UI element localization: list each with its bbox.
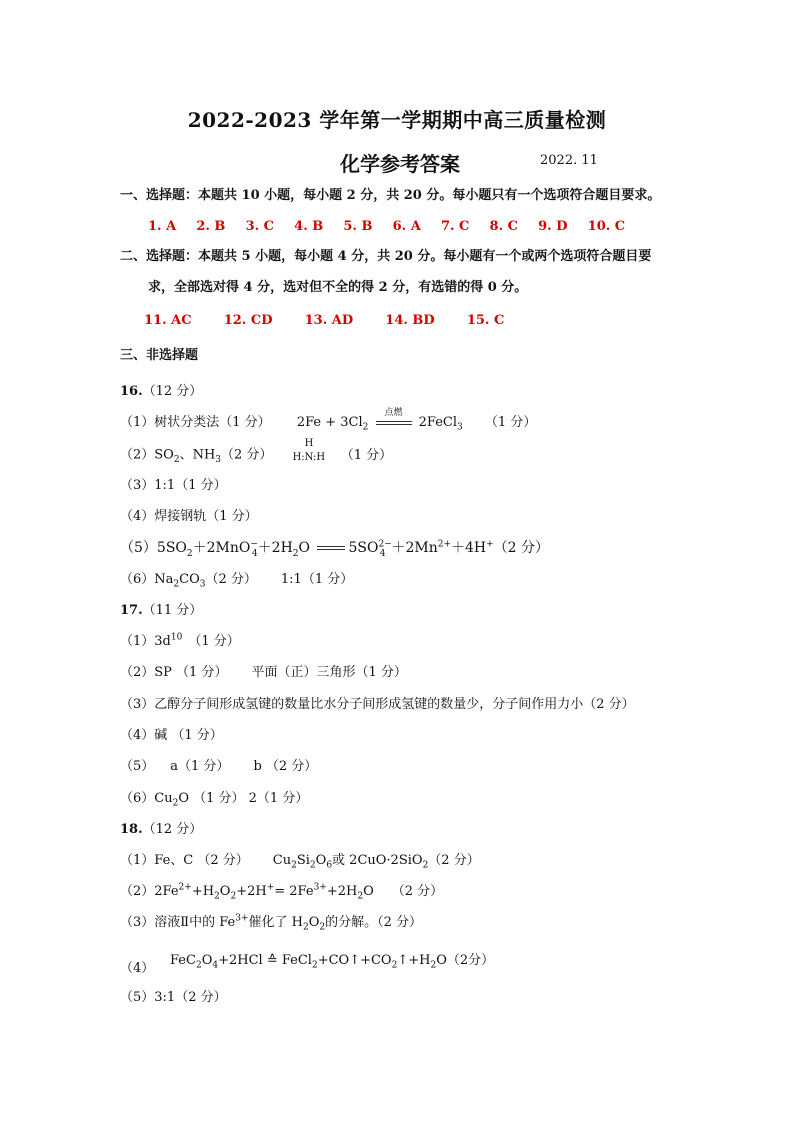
q18-p3-c: O [308,915,320,930]
p5-c: ＋2H [257,540,293,556]
q18-p3-a: （3）溶液Ⅱ中的 Fe [120,915,236,930]
section1-answers [148,218,641,236]
answer-5: 5. B [343,219,373,234]
q17-p5-b: a（1 分） [170,759,230,774]
answer-15: 15. C [466,313,505,328]
q16-number: 16. [120,384,143,399]
q17-p2-a: （2）SP （1 分） [120,665,228,680]
p5-f: ＋2Mn [391,540,438,556]
q18-p2-b: +H [191,884,215,899]
q17-header [120,602,202,620]
q18-p2-f: +2H [326,884,358,899]
p5-a: （5）5SO [120,540,187,556]
lewis-top-h: H [304,438,314,449]
q18-p2-a: （2）2Fe [120,884,179,899]
q16-part2: $(2)SO_2$、$NH_3(2$ 分） H H:N:H （1 分） [120,445,392,465]
equals-sign [317,539,345,557]
q18-p4-f: O（2分） [436,953,495,968]
p5-b: ＋2MnO [192,540,251,556]
answer-10: 10. C [587,219,626,234]
so2-text: （2）SO [120,447,174,463]
q17-p5-c: b （2 分） [253,759,318,774]
q18-p2-score: （2 分） [391,884,444,899]
page-date: 2022. 11 [540,153,598,168]
q16-part6-score-a: （2 分） [205,572,257,587]
q18-part5: （5）3:1（2 分） [120,990,227,1005]
p5-d: O [298,540,310,556]
q18-p1-a: （1）Fe、C （2 分） [120,853,249,868]
answer-1: 1. A [148,219,177,234]
q17-p2-b: 平面（正）三角形（1 分） [251,665,407,680]
answer-9: 9. D [538,219,568,234]
section2-heading-line1: 二、选择题：本题共 5 小题，每小题 4 分，共 20 分。每小题有一个或两个选项符合题目要 [120,249,652,264]
q18-p1-score: （2 分） [428,853,480,868]
q17-part3: （3）乙醇分子间形成氢键的数量比水分子间形成氢键的数量少，分子间作用力小（2 分） [120,697,635,712]
q17-score: （11 分） [142,603,203,618]
q16-part3: （3）1:1（1 分） [120,478,227,493]
answer-12: 12. CD [223,313,273,328]
q18-p1-e: 或 2CuO·2SiO [332,853,423,868]
q18-p1-b: Cu [272,853,292,868]
q18-number: 18. [120,822,143,837]
q17-p5-a: （5） [120,759,155,774]
q17-part1 [120,633,240,651]
page-title: 2022-2023 学年第一学期期中高三质量检测 [187,108,607,132]
q18-p2-d: +2H [236,884,267,899]
answer-3: 3. C [245,219,275,234]
answer-6: 6. A [392,219,421,234]
q17-p1-sup: 10 [170,632,183,643]
q16-part2-score-b: （1 分） [340,447,393,463]
eq-right: 2FeCl [418,415,458,430]
answer-13: 13. AD [304,313,354,328]
q18-part4-equation: $FeC_2O_4+2HCl$ ≙ $FeCl_2+CO↑+CO_2↑+H_2O(2$分） [170,953,495,971]
q16-part2-score-a: （2 分） [221,447,273,463]
q18-part4-label: （4） [120,961,155,976]
q16-part5: $(5)5SO_2+2MnO^-_4+2H_2O$ $5SO^{2-}_4 +2Mn^{2+}+4H^+(2$ 分） [120,539,550,559]
lewis-main: H:N:H [292,452,326,463]
q17-p1-score: （1 分） [188,634,240,649]
page-subtitle: 化学参考答案 [340,152,460,176]
q17-part2 [120,664,407,682]
p5-g: ＋4H [451,540,487,556]
q16-header [120,383,202,401]
q18-p2-e: = 2Fe [274,884,314,899]
q16-part1-score: （1 分） [484,415,537,430]
answer-11: 11. AC [144,313,192,328]
answer-7: 7. C [440,219,470,234]
p5-e: 5SO [348,540,379,556]
q17-part4: （4）碱 （1 分） [120,728,223,743]
answer-4: 4. B [294,219,324,234]
q16-part1 [120,408,537,433]
q16-score: （12 分） [142,384,203,399]
q18-part1: （1）Fe、C （2 分） $Cu_2Si_2O_6$或 2CuO·2SiO$_2$（2 分） [120,853,480,871]
q18-score: （12 分） [142,822,203,837]
q18-p2-c: O [219,884,231,899]
q16-part6: $(6)Na_2CO_3(2$ 分） 1:1（1 分） [120,572,354,590]
q18-p2-g: O [363,884,374,899]
q18-part2: $(2)2Fe^{2+}+H_2O_2+2H^+= 2Fe^{3+}+2H_2O$ （2 分） [120,882,444,902]
q18-p3-b: 催化了 H [248,915,304,930]
q16-part1-equation: $2Fe + 3Cl_2$ 点燃 2FeCl$_3$ [297,414,463,432]
answer-2: 2. B [196,219,226,234]
q18-p4-d: +CO↑+CO [317,953,392,968]
answer-8: 8. C [489,219,518,234]
nh3-lewis-structure [292,438,333,465]
answer-14: 14. BD [385,313,435,328]
q18-part3: （3）溶液Ⅱ中的 $Fe^{3+}$催化了 $H_2O_2$的分解。（2 分） [120,913,423,933]
condition-text: 点燃 [384,408,403,418]
nh3-text: 、NH [179,447,216,463]
section2-answers [144,312,532,330]
q18-p3-d: 的分解。（2 分） [325,915,423,930]
q18-p4-e: ↑+H [397,953,431,968]
q16-part4: （4）焊接钢轨（1 分） [120,509,258,524]
eq-left: 2Fe + 3Cl [296,415,363,430]
q17-part6: $(6)Cu_2O$ （1 分） 2（1 分） [120,791,309,809]
q17-p6-a: （6）Cu [120,791,173,806]
q18-p1-c: Si [296,853,310,868]
section3-heading: 三、非选择题 [120,348,199,363]
q18-p4-a: FeC [170,953,196,968]
q18-p4-c: +2HCl ≙ FeCl [218,953,312,968]
equals-condition [376,408,412,432]
q18-p4-b: O [201,953,213,968]
p6-b: CO [179,572,200,587]
q18-header [120,821,202,839]
section1-heading: 一、选择题：本题共 10 小题，每小题 2 分，共 20 分。每小题只有一个选项符合题目要求。 [120,188,661,203]
p6-a: （6）Na [120,572,174,587]
q16-part5-score: （2 分） [493,540,550,556]
q17-number: 17. [120,603,143,618]
q17-p1-a: （1）3d [120,634,171,649]
q16-part6-ratio: 1:1（1 分） [280,572,354,587]
q16-part1-text: （1）树状分类法（1 分） [120,415,271,430]
section2-heading-line2: 求，全部选对得 4 分，选对但不全的得 2 分，有选错的得 0 分。 [148,280,528,295]
q18-p1-d: O [315,853,327,868]
q17-p6-b: O （1 分） 2（1 分） [178,791,309,806]
q17-part5 [120,758,317,776]
